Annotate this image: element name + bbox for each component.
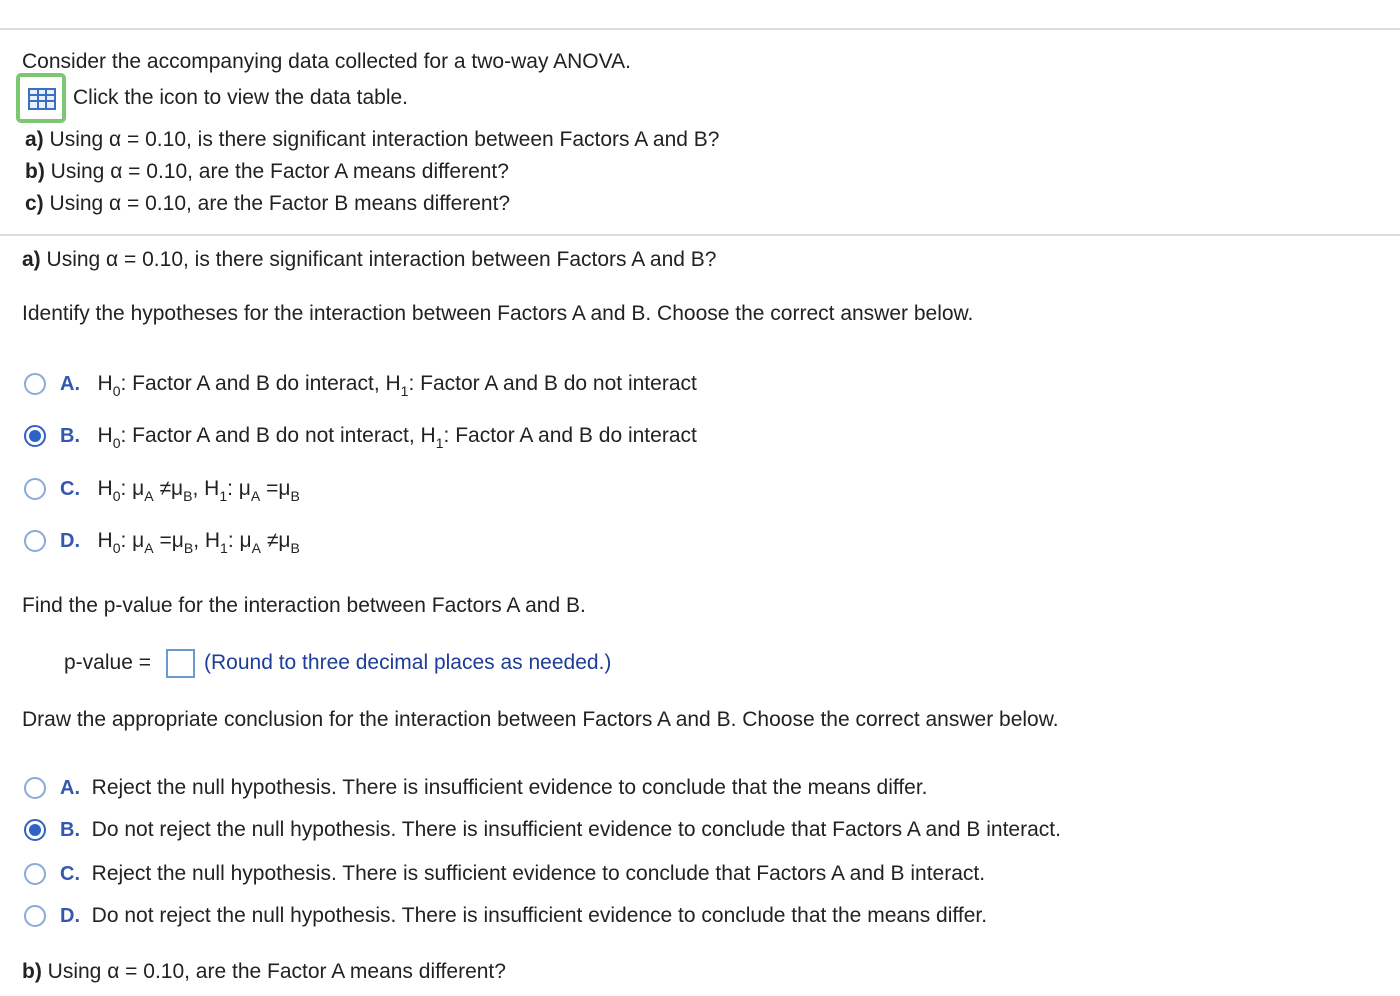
conc-option-a[interactable]: A. Reject the null hypothesis. There is insufficient evidence to conclude that the means differ.	[60, 776, 928, 799]
hyp-option-a-radio[interactable]	[24, 373, 46, 395]
question-a: a) Using α = 0.10, is there significant interaction between Factors A and B?	[25, 128, 720, 151]
question-b: b) Using α = 0.10, are the Factor A means different?	[25, 160, 509, 183]
hypotheses-prompt: Identify the hypotheses for the interaction between Factors A and B. Choose the correct answer below.	[22, 302, 974, 325]
pvalue-label: p-value =	[64, 651, 151, 674]
top-divider	[0, 28, 1400, 30]
pvalue-hint: (Round to three decimal places as needed.)	[204, 651, 612, 674]
question-c: c) Using α = 0.10, are the Factor B means different?	[25, 192, 511, 215]
hyp-option-a[interactable]: A. $H_0$: Factor A and B do interact, $H_1$: Factor A and B do not interact	[60, 372, 697, 399]
conc-option-d[interactable]: D. Do not reject the null hypothesis. There is insufficient evidence to conclude that the means differ.	[60, 904, 988, 927]
hyp-option-d-radio[interactable]	[24, 530, 46, 552]
conclusion-prompt: Draw the appropriate conclusion for the interaction between Factors A and B. Choose the correct answer below.	[22, 708, 1059, 731]
part-b-heading: b) Using α = 0.10, are the Factor A means different?	[22, 960, 506, 983]
hyp-option-d[interactable]: D. $H_0$: $\mu_A =\mu_B$, $H_1$: $\mu_A \ne\mu_B$	[60, 529, 300, 556]
hyp-option-b-radio[interactable]	[24, 425, 46, 447]
data-table-icon	[28, 88, 56, 110]
conc-option-b[interactable]: B. Do not reject the null hypothesis. There is insufficient evidence to conclude that Factors A and B interact.	[60, 818, 1061, 841]
conc-option-d-radio[interactable]	[24, 905, 46, 927]
intro-line: Consider the accompanying data collected for a two-way ANOVA.	[22, 50, 631, 73]
pvalue-input[interactable]	[166, 649, 195, 678]
conc-option-b-radio[interactable]	[24, 819, 46, 841]
part-a-heading: a) Using α = 0.10, is there significant interaction between Factors A and B?	[22, 248, 717, 271]
conc-option-c-radio[interactable]	[24, 863, 46, 885]
hyp-option-b[interactable]: B. $H_0$: Factor A and B do not interact, $H_1$: Factor A and B do interact	[60, 424, 697, 451]
data-table-button[interactable]	[16, 73, 66, 123]
hyp-option-c-radio[interactable]	[24, 478, 46, 500]
icon-hint: Click the icon to view the data table.	[73, 86, 409, 109]
hyp-option-c[interactable]: C. $H_0$: $\mu_A \ne\mu_B$, $H_1$: $\mu_A =\mu_B$	[60, 477, 300, 504]
conc-option-c[interactable]: C. Reject the null hypothesis. There is sufficient evidence to conclude that Factors A and B interact.	[60, 862, 986, 885]
section-divider	[0, 234, 1400, 236]
pvalue-prompt: Find the p-value for the interaction between Factors A and B.	[22, 594, 586, 617]
conc-option-a-radio[interactable]	[24, 777, 46, 799]
